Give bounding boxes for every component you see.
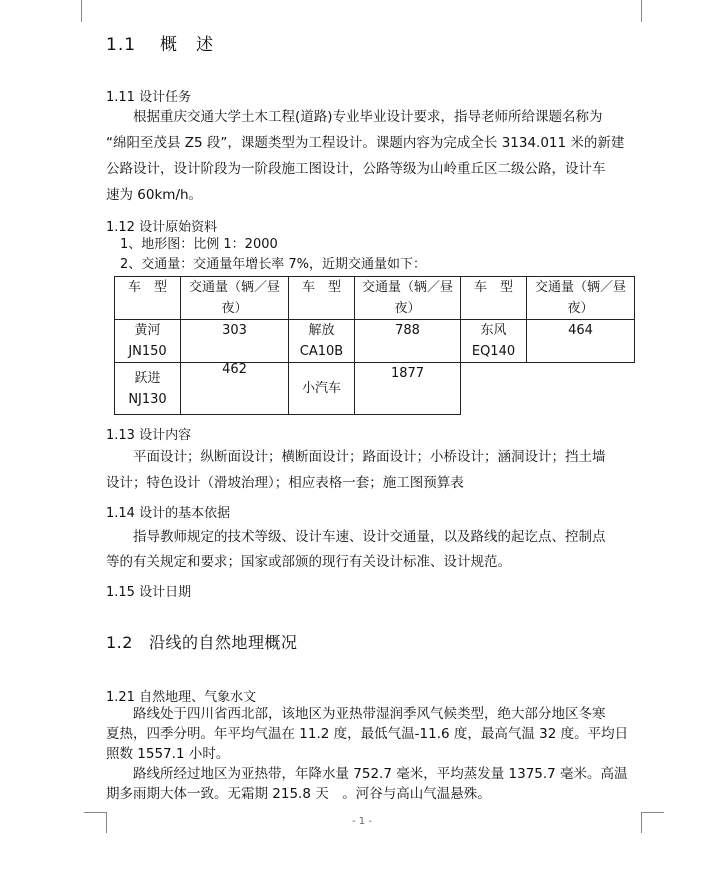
paragraph-line: 根据重庆交通大学土木工程(道路)专业毕业设计要求，指导老师所给课题名称为 (133, 109, 603, 125)
subheading-1-21: 1.21 自然地理、气象水文 (106, 690, 257, 705)
paragraph-line: 等的有关规定和要求；国家或部颁的现行有关设计标准、设计规范。 (106, 554, 511, 570)
list-item: 1、地形图：比例 1：2000 (120, 237, 278, 252)
crop-mark-top-left (81, 0, 82, 22)
vehicle-cell: 解放 CA10B (289, 320, 355, 363)
subheading-1-12: 1.12 设计原始资料 (106, 220, 218, 235)
paragraph-line: 路线处于四川省西北部，该地区为亚热带湿润季风气候类型，绝大部分地区冬寒 (133, 706, 606, 722)
vehicle-cell: 黄河 JN150 (115, 320, 181, 363)
empty-cell (527, 363, 635, 415)
section-heading-1-2 (106, 630, 297, 653)
header-traffic-volume: 交通量（辆／昼 夜） (181, 277, 289, 320)
traffic-volume-table (114, 276, 635, 415)
table-row (115, 363, 635, 415)
section-heading-1-1 (106, 30, 214, 55)
section-number: 1.2 (106, 633, 133, 652)
header-traffic-volume: 交通量（辆／昼 夜） (527, 277, 635, 320)
table-header-row (115, 277, 635, 320)
header-vehicle-type: 车 型 (115, 277, 181, 320)
subheading-1-14: 1.14 设计的基本依据 (106, 506, 231, 521)
section-title: 沿线的自然地理概况 (148, 633, 298, 652)
paragraph-line: “绵阳至茂县 Z5 段”，课题类型为工程设计。课题内容为完成全长 3134.011 米的新建 (106, 135, 625, 151)
page-number: - 1 - (352, 816, 372, 827)
crop-mark-bottom-right (641, 812, 664, 833)
paragraph-line: 速为 60km/h。 (106, 187, 203, 203)
volume-cell: 788 (355, 320, 461, 363)
vehicle-cell: 跃进 NJ130 (115, 363, 181, 415)
list-item: 2、交通量：交通量年增长率 7%，近期交通量如下： (120, 257, 427, 272)
volume-cell: 303 (181, 320, 289, 363)
paragraph-line: 期多雨期大体一致。无霜期 215.8 天 。河谷与高山气温悬殊。 (106, 786, 491, 802)
crop-mark-bottom-left (84, 812, 107, 833)
paragraph-line: 照数 1557.1 小时。 (106, 746, 230, 762)
header-vehicle-type: 车 型 (289, 277, 355, 320)
volume-cell: 462 (181, 363, 289, 415)
subheading-1-11: 1.11 设计任务 (106, 90, 192, 105)
table-row (115, 320, 635, 363)
paragraph-line: 指导教师规定的技术等级、设计车速、设计交通量，以及路线的起讫点、控制点 (133, 529, 606, 545)
header-traffic-volume: 交通量（辆／昼 夜） (355, 277, 461, 320)
volume-cell: 1877 (355, 363, 461, 415)
vehicle-cell: 东风 EQ140 (461, 320, 527, 363)
section-title: 概 述 (160, 35, 215, 55)
volume-cell: 464 (527, 320, 635, 363)
paragraph-line: 公路设计，设计阶段为一阶段施工图设计，公路等级为山岭重丘区二级公路，设计车 (106, 161, 606, 177)
paragraph-line: 设计；特色设计（滑坡治理）；相应表格一套；施工图预算表 (106, 475, 464, 491)
header-vehicle-type: 车 型 (461, 277, 527, 320)
paragraph-line: 路线所经过地区为亚热带，年降水量 752.7 毫米，平均蒸发量 1375.7 毫米。高温 (133, 766, 628, 782)
paragraph-line: 平面设计；纵断面设计；横断面设计；路面设计；小桥设计；涵洞设计；挡土墙 (133, 449, 606, 465)
paragraph-line: 夏热，四季分明。年平均气温在 11.2 度，最低气温-11.6 度，最高气温 32 度。平均日 (106, 726, 629, 742)
vehicle-cell: 小汽车 (289, 363, 355, 415)
subheading-1-15: 1.15 设计日期 (106, 585, 192, 600)
section-number: 1.1 (106, 35, 137, 55)
empty-cell (461, 363, 527, 415)
crop-mark-top-right (641, 0, 642, 22)
subheading-1-13: 1.13 设计内容 (106, 428, 192, 443)
